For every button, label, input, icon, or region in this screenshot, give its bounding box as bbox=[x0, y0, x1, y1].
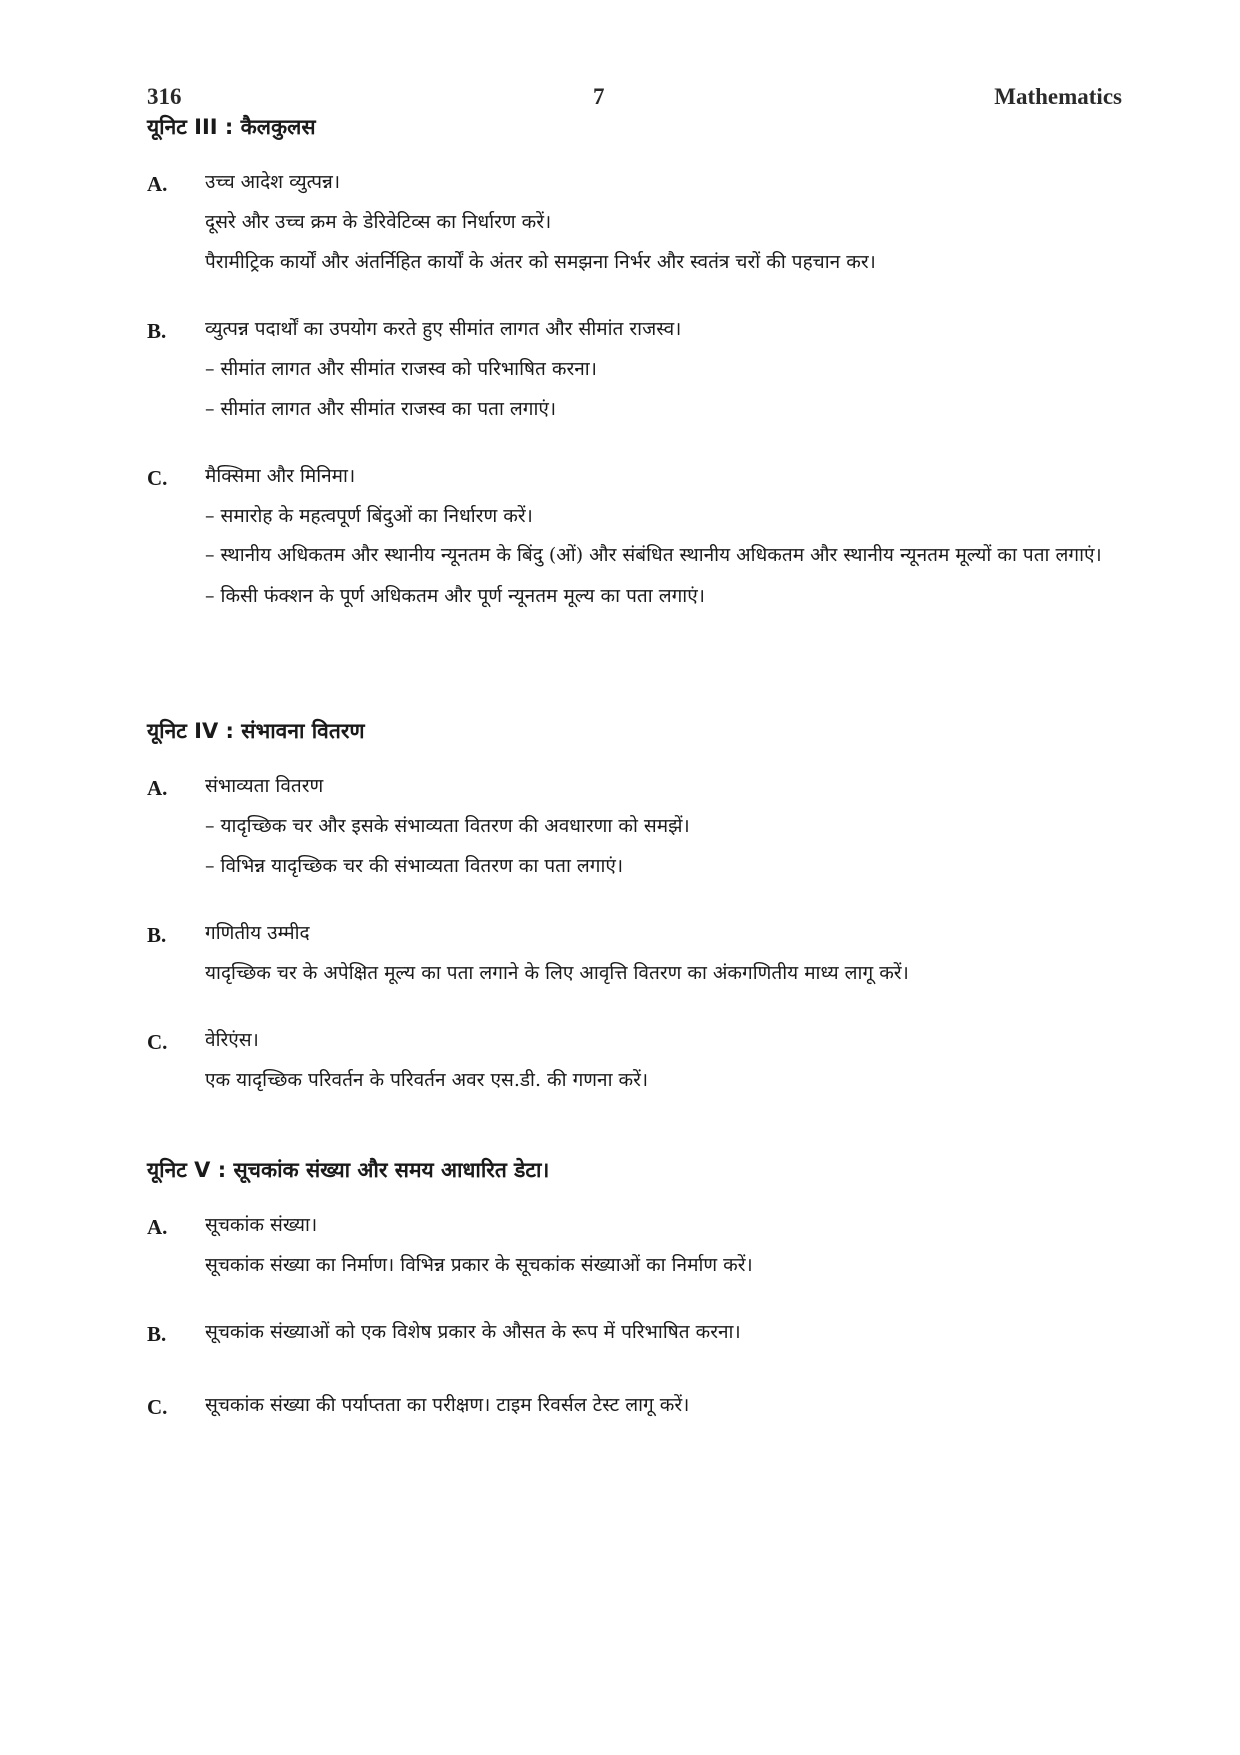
bullet-line: – विभिन्न यादृच्छिक चर की संभाव्यता वितरण का पता लगाएं। bbox=[205, 855, 624, 877]
item-heading: उच्च आदेश व्युत्पन्न। bbox=[205, 171, 341, 193]
item-heading: गणितीय उम्मीद bbox=[205, 922, 310, 944]
unit-5-item-a bbox=[147, 1205, 1122, 1285]
subject-title: Mathematics bbox=[994, 84, 1122, 109]
bullet-line: – सीमांत लागत और सीमांत राजस्व का पता लगाएं। bbox=[205, 398, 557, 420]
unit-4-section bbox=[147, 716, 1122, 1100]
item-heading: वेरिएंस। bbox=[205, 1029, 259, 1051]
item-heading: सूचकांक संख्या की पर्याप्तता का परीक्षण। टाइम रिवर्सल टेस्ट लागू करें। bbox=[205, 1394, 690, 1416]
item-heading: सूचकांक संख्याओं को एक विशेष प्रकार के औसत के रूप में परिभाषित करना। bbox=[205, 1321, 741, 1343]
item-heading: मैक्सिमा और मिनिमा। bbox=[205, 465, 356, 487]
item-line: सूचकांक संख्या का निर्माण। विभिन्न प्रकार के सूचकांक संख्याओं का निर्माण करें। bbox=[205, 1254, 753, 1276]
bullet-line: – स्थानीय अधिकतम और स्थानीय न्यूनतम के बिंदु (ओं) और संबंधित स्थानीय अधिकतम और स्थानीय न्यूनतम मूल्यों का पता लगाएं। bbox=[205, 544, 1102, 566]
unit-3-section bbox=[147, 112, 1122, 616]
item-letter: B. bbox=[147, 1322, 167, 1346]
unit-5-section bbox=[147, 1155, 1122, 1425]
unit-4-item-c bbox=[147, 1020, 1122, 1100]
item-heading: संभाव्यता वितरण bbox=[205, 775, 324, 797]
unit-3-item-b bbox=[147, 309, 1122, 429]
unit-4-item-a bbox=[147, 766, 1122, 886]
item-heading: व्युत्पन्न पदार्थों का उपयोग करते हुए सीमांत लागत और सीमांत राजस्व। bbox=[205, 318, 682, 340]
item-letter: B. bbox=[147, 923, 167, 947]
unit-5-item-c bbox=[147, 1385, 1122, 1425]
bullet-line: – सीमांत लागत और सीमांत राजस्व को परिभाषित करना। bbox=[205, 358, 597, 380]
item-line: यादृच्छिक चर के अपेक्षित मूल्य का पता लगाने के लिए आवृत्ति वितरण का अंकगणितीय माध्य लागू करें। bbox=[205, 962, 909, 984]
item-heading: सूचकांक संख्या। bbox=[205, 1214, 318, 1236]
page-number-left: 316 bbox=[147, 84, 182, 109]
unit-5-item-b bbox=[147, 1312, 1122, 1352]
page-number-center: 7 bbox=[593, 84, 605, 109]
item-letter: B. bbox=[147, 319, 167, 343]
item-line: दूसरे और उच्च क्रम के डेरिवेटिव्स का निर्धारण करें। bbox=[205, 211, 552, 233]
item-letter: A. bbox=[147, 172, 168, 196]
bullet-line: – समारोह के महत्वपूर्ण बिंदुओं का निर्धारण करें। bbox=[205, 505, 533, 527]
unit-3-item-a bbox=[147, 162, 1122, 282]
unit-4-title: यूनिट IV : संभावना वितरण bbox=[147, 719, 365, 743]
bullet-line: – किसी फंक्शन के पूर्ण अधिकतम और पूर्ण न्यूनतम मूल्य का पता लगाएं। bbox=[205, 585, 705, 607]
item-letter: A. bbox=[147, 1215, 168, 1239]
item-letter: A. bbox=[147, 776, 168, 800]
item-letter: C. bbox=[147, 1395, 168, 1419]
item-letter: C. bbox=[147, 466, 168, 490]
item-line: पैरामीट्रिक कार्यों और अंतर्निहित कार्यों के अंतर को समझना निर्भर और स्वतंत्र चरों की पहचान कर। bbox=[205, 251, 876, 273]
bullet-line: – यादृच्छिक चर और इसके संभाव्यता वितरण की अवधारणा को समझें। bbox=[205, 815, 690, 837]
unit-4-item-b bbox=[147, 913, 1122, 993]
unit-3-item-c bbox=[147, 456, 1122, 616]
unit-5-title: यूनिट V : सूचकांक संख्या और समय आधारित डेटा। bbox=[147, 1158, 550, 1182]
unit-3-title: यूनिट III : कैलकुलस bbox=[147, 115, 316, 139]
item-letter: C. bbox=[147, 1030, 168, 1054]
item-line: एक यादृच्छिक परिवर्तन के परिवर्तन अवर एस.डी. की गणना करें। bbox=[205, 1069, 649, 1091]
